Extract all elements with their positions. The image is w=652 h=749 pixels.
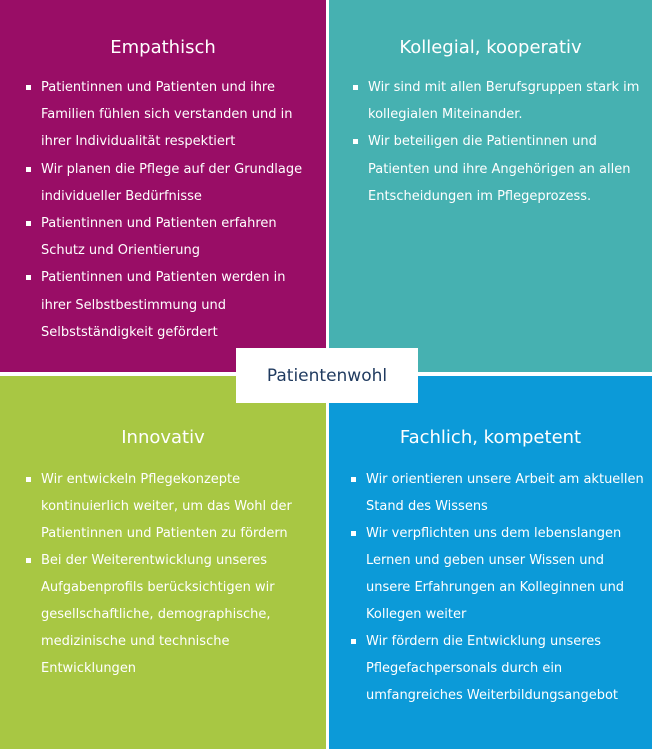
quadrant-title: Kollegial, kooperativ [399, 37, 582, 58]
list-item [351, 128, 643, 210]
square-bullet-icon [26, 221, 31, 226]
bullet-list [349, 466, 645, 709]
list-item [24, 210, 314, 264]
quadrant-title: Empathisch [110, 37, 216, 58]
bullet-list [24, 74, 314, 346]
square-bullet-icon [351, 531, 356, 536]
list-item [24, 74, 314, 156]
center-label-patientenwohl: Patientenwohl [236, 348, 418, 403]
square-bullet-icon [351, 639, 356, 644]
list-item [351, 74, 643, 128]
square-bullet-icon [26, 558, 31, 563]
quadrant-innovativ [0, 376, 326, 749]
bullet-list [24, 466, 314, 682]
list-item [24, 156, 314, 210]
square-bullet-icon [26, 275, 31, 280]
quadrant-title: Innovativ [121, 427, 205, 448]
square-bullet-icon [26, 167, 31, 172]
list-item-text: Wir orientieren unsere Arbeit am aktuellen Stand des Wissens [366, 472, 644, 514]
square-bullet-icon [351, 477, 356, 482]
square-bullet-icon [26, 477, 31, 482]
list-item-text: Wir verpflichten uns dem lebenslangen Lernen und geben unser Wissen und unsere Erfahrungen an Kolleginnen und Kollegen weiter [366, 526, 625, 622]
list-item-text: Wir planen die Pflege auf der Grundlage individueller Bedürfnisse [41, 161, 303, 204]
square-bullet-icon [353, 139, 358, 144]
quadrant-title: Fachlich, kompetent [399, 427, 582, 448]
list-item [349, 466, 645, 520]
list-item [349, 520, 645, 628]
list-item-text: Wir sind mit allen Berufsgruppen stark im kollegialen Miteinander. [368, 80, 640, 123]
quadrant-fachlich-kompetent [329, 376, 652, 749]
list-item-text: Wir entwickeln Pflegekonzepte kontinuierlich weiter, um das Wohl der Patientinnen und Patienten zu fördern [41, 472, 292, 541]
list-item [24, 466, 314, 547]
list-item [24, 264, 314, 346]
square-bullet-icon [353, 85, 358, 90]
list-item [24, 547, 314, 682]
bullet-list [351, 74, 643, 210]
list-item-text: Bei der Weiterentwicklung unseres Aufgabenprofils berücksichtigen wir gesellschaftliche, demographische, medizinische und technische Entwicklungen [41, 553, 275, 676]
list-item-text: Wir beteiligen die Patientinnen und Patienten und ihre Angehörigen an allen Entscheidungen im Pflegeprozess. [368, 134, 631, 204]
list-item-text: Patientinnen und Patienten werden in ihrer Selbstbestimmung und Selbstständigkeit gefördert [41, 270, 286, 340]
list-item-text: Patientinnen und Patienten und ihre Familien fühlen sich verstanden und in ihrer Individualität respektiert [41, 80, 293, 150]
quadrant-empathisch [0, 0, 326, 372]
list-item [349, 628, 645, 709]
quadrant-kollegial-kooperativ [329, 0, 652, 372]
square-bullet-icon [26, 85, 31, 90]
list-item-text: Wir fördern die Entwicklung unseres Pflegefachpersonals durch ein umfangreiches Weiterbildungsangebot [366, 634, 619, 703]
list-item-text: Patientinnen und Patienten erfahren Schutz und Orientierung [41, 216, 277, 259]
